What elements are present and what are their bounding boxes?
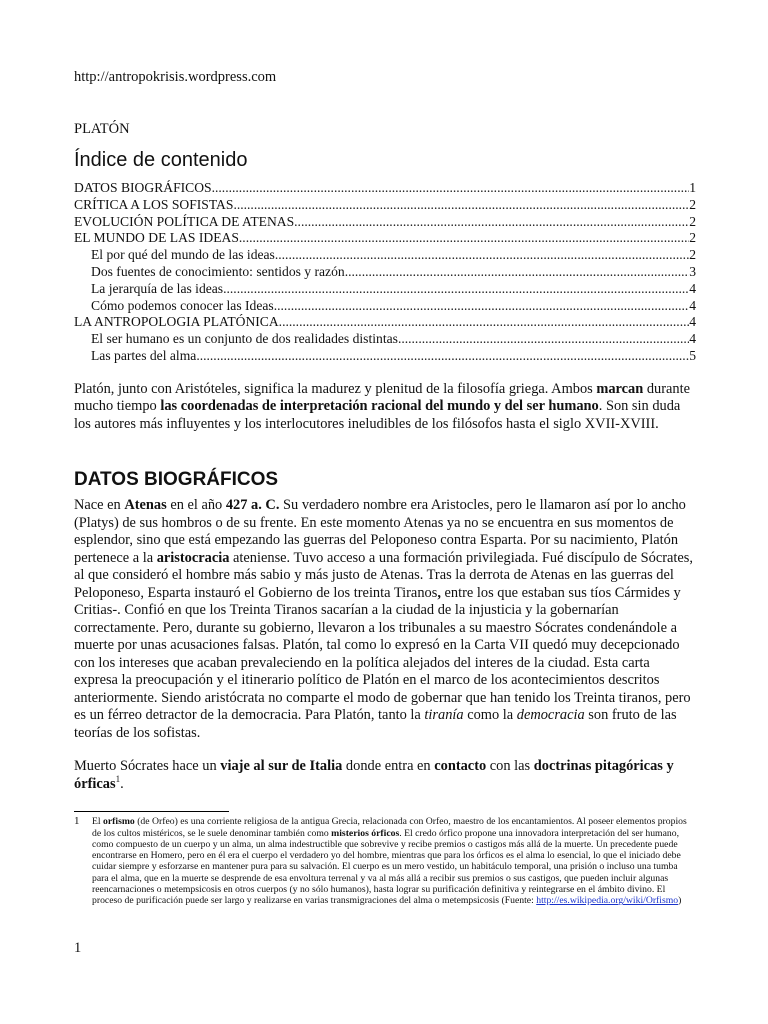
toc-entry-datos-biograficos[interactable]: DATOS BIOGRÁFICOS ..... 1	[74, 180, 696, 197]
biography-paragraph: Nace en Atenas en el año 427 a. C. Su verdadero nombre era Aristocles, pero le llamaron así por lo ancho (Platys) de sus hombros o de su frente. En este momento Atenas ya no se encuentra en sus momentos de esplendor, sino que está empezando las guerras del Peloponeso contra Esparta. Por su nacimiento, Platón pertenece a la aristocracia ateniense. Tuvo acceso a una formación privilegiada. Fué discípulo de Sócrates, al que consideró el hombre más sabio y más justo de Atenas. Tras la derrota de Atenas en las guerras del Peloponeso, Esparta instauró el Gobierno de los treinta Tiranos, entre los que estaban sus tíos Cármides y Critias-. Confió en que los Treinta Tiranos sacarían a la ciudad de la injusticia y la gobernarían correctamente. Pero, durante su gobierno, llevaron a los tribunales a su maestro Sócrates condenándole a muerte por unas acusaciones falsas. Platón, tal como lo expresó en la Carta VII quedó muy decepcionado con los intereses que acaban prevaleciendo en la política alejados del interes de la ciudad. Esta carta expresa la preocupación y el itinerario político de Platón en el marco de los acontecimientos descritos anteriormente. Siendo aristócrata no comparte el modo de gobernar que han tenido los Treinta tiranos, pero es un férreo detractor de la democracia. Para Platón, tanto la tiranía como la democracia son fruto de las teorías de los sofistas.	[74, 497, 693, 741]
toc-entry-como-conocer[interactable]: Cómo podemos conocer las Ideas ..... 4	[74, 298, 696, 315]
footnote-ref[interactable]: 1	[115, 773, 121, 784]
toc-entry-antropologia[interactable]: LA ANTROPOLOGIA PLATÓNICA ..... 4	[74, 314, 696, 331]
footnote-text: El orfismo (de Orfeo) es una corriente religiosa de la antigua Grecia, relacionada con Orfeo, maestro de los encantamientos. Al poseer elementos propios de los cultos mistéricos, se le suele denominar también como misterios órficos. El credo órfico propone una innovadora interpretación del ser humano, como compuesto de un cuerpo y un alma, un alma indestructible que sobrevive y recibe premios o castigos más allá de la muerte. Un precedente puede encontrarse en Homero, pero en él era el cuerpo el verdadero yo del hombre, mientras que para los órficos es el alma lo esencial, lo que el iniciado debe cuidar siempre y esforzarse en mantener pura para su salvación. El cuerpo es un mero vestido, un habitáculo temporal, una prisión o incluso una tumba para el alma, que en la muerte se desprende de esa envoltura terrenal y va al más allá a recibir sus premios o sus castigos, que pueden incluir algunas reencarnaciones o metempsicosis en otros cuerpos (y no sólo humanos), hasta lograr su purificación definitiva y reintegrarse en el ámbito divino. El proceso de purificación puede ser largo y realizarse en varias transmigraciones del alma o metempsicosis (Fuente: http://es.wikipedia.org/wiki/Orfismo)	[92, 816, 687, 907]
toc-entry-mundo-ideas[interactable]: EL MUNDO DE LAS IDEAS ..... 2	[74, 230, 696, 247]
toc-entry-partes-alma[interactable]: Las partes del alma ..... 5	[74, 348, 696, 365]
table-of-contents	[74, 180, 696, 365]
toc-entry-dos-fuentes[interactable]: Dos fuentes de conocimiento: sentidos y razón ..... 3	[74, 264, 696, 281]
toc-entry-critica-sofistas[interactable]: CRÍTICA A LOS SOFISTAS ..... 2	[74, 197, 696, 214]
footnote	[74, 816, 696, 906]
toc-title: Índice de contenido	[74, 149, 248, 171]
intro-paragraph: Platón, junto con Aristóteles, significa la madurez y plenitud de la filosofía griega. Ambos marcan durante mucho tiempo las coordenadas de interpretación racional del mundo y del ser humano. Son sin duda los autores más influyentes y los interlocutores ineludibles de los filósofos hasta el siglo XVII-XVIII.	[74, 380, 691, 432]
section-heading: DATOS BIOGRÁFICOS	[74, 469, 279, 491]
footnote-divider	[74, 811, 229, 812]
page-number: 1	[74, 940, 82, 956]
footnote-number: 1	[74, 815, 80, 828]
toc-entry-jerarquia[interactable]: La jerarquía de las ideas ..... 4	[74, 281, 696, 298]
document-page	[74, 68, 696, 907]
toc-entry-por-que[interactable]: El por qué del mundo de las ideas ..... 2	[74, 247, 696, 264]
wikipedia-link[interactable]: http://es.wikipedia.org/wiki/Orfismo	[536, 895, 679, 907]
travel-paragraph: Muerto Sócrates hace un viaje al sur de Italia donde entra en contacto con las doctrinas pitagóricas y órficas$^1$.	[74, 758, 674, 792]
toc-entry-evolucion-politica[interactable]: EVOLUCIÓN POLÍTICA DE ATENAS ..... 2	[74, 214, 696, 231]
toc-entry-ser-humano[interactable]: El ser humano es un conjunto de dos realidades distintas ..... 4	[74, 331, 696, 348]
header-url: http://antropokrisis.wordpress.com	[74, 69, 277, 85]
author-name: PLATÓN	[74, 121, 130, 137]
